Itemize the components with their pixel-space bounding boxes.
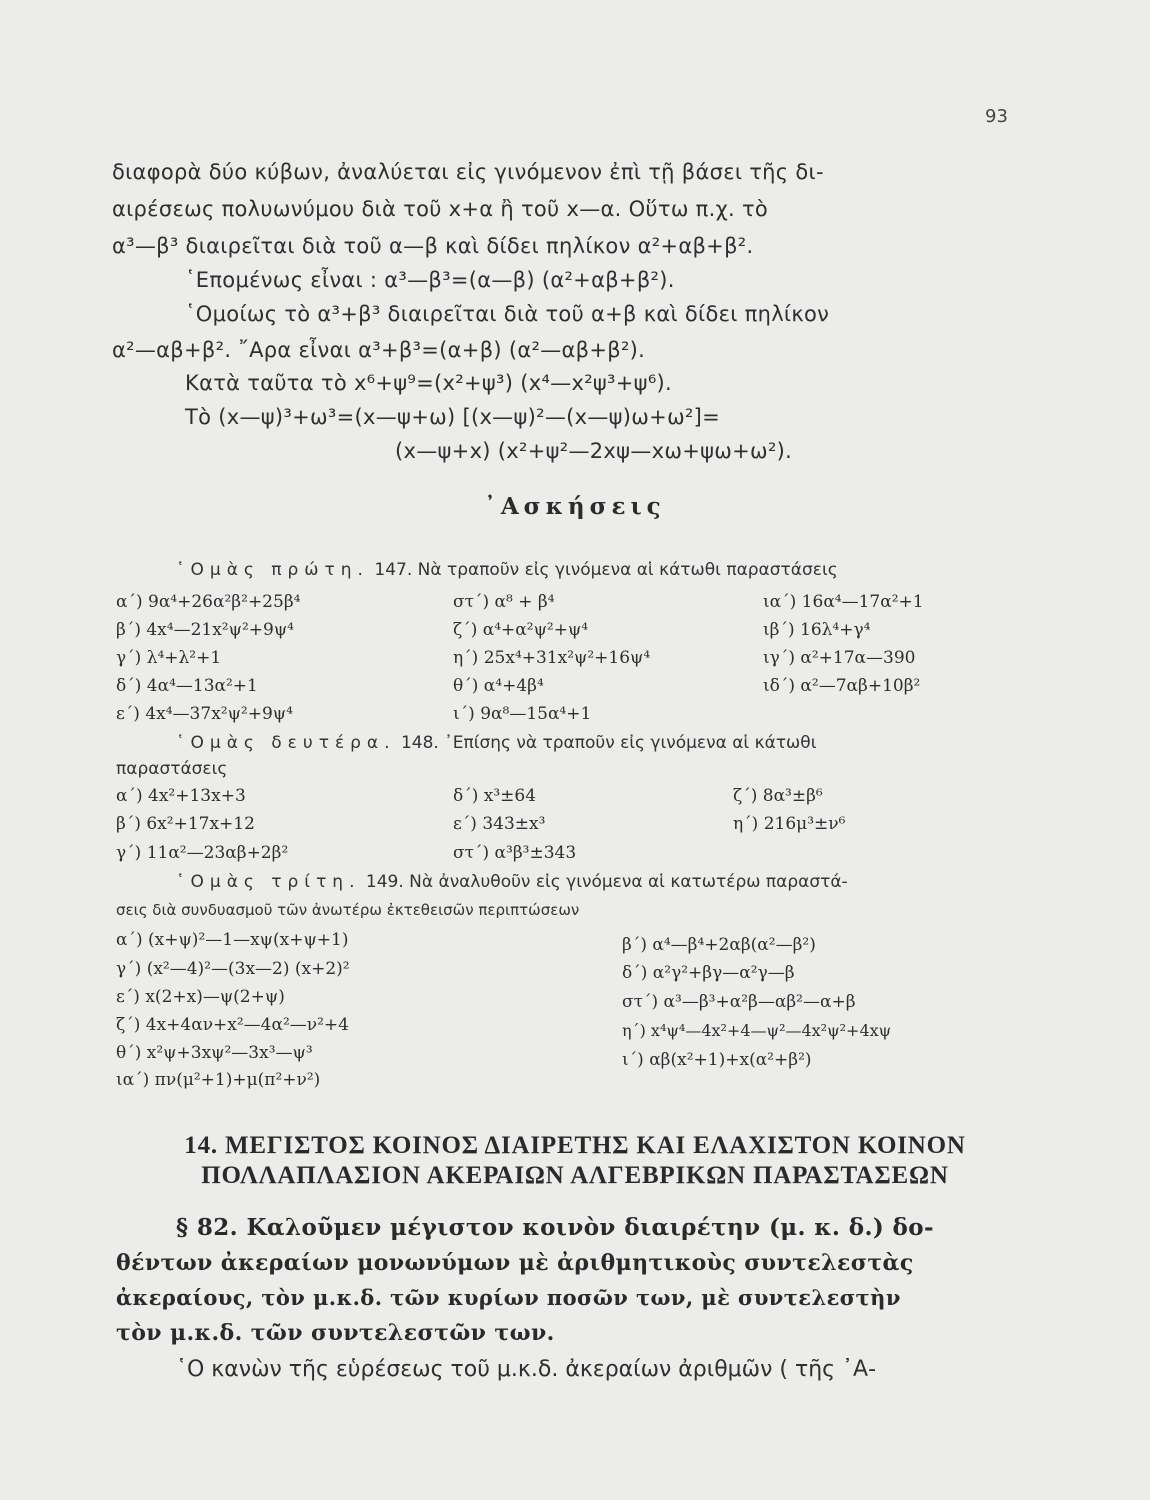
intro-line-6: α²—αβ+β². ῎Αρα εἶναι α³+β³=(α+β) (α²—αβ+β²). (112, 338, 646, 362)
g3-item-h: η΄) x⁴ψ⁴—4x²+4—ψ²—4x²ψ²+4xψ (622, 1021, 892, 1040)
g3-item-g: γ΄) (x²—4)²—(3x—2) (x+2)² (116, 959, 350, 979)
group2-label: ῾Ομὰς δευτέρα. (176, 733, 396, 753)
page-number: 93 (985, 106, 1008, 127)
group2-instruction-cont: παραστάσεις (116, 759, 228, 779)
intro-line-8: Τὸ (x—ψ)³+ω³=(x—ψ+ω) [(x—ψ)²—(x—ψ)ω+ω²]= (185, 405, 721, 429)
g3-item-ia: ια΄) πν(μ²+1)+μ(π²+ν²) (116, 1070, 321, 1090)
g1-item-ib: ιβ΄) 16λ⁴+γ⁴ (763, 620, 871, 640)
definition-line-4: τὸν μ.κ.δ. τῶν συντελεστῶν των. (116, 1320, 555, 1346)
group3-instruction: Νὰ ἀναλυθοῦν εἰς γινόμενα αἱ κατωτέρω παραστά- (409, 872, 848, 892)
g1-item-ia: ια΄) 16α⁴—17α²+1 (763, 592, 924, 612)
g2-item-e: ε΄) 343±x³ (453, 814, 546, 834)
group1-number: 147. (374, 560, 413, 580)
intro-line-9: (x—ψ+x) (x²+ψ²—2xψ—xω+ψω+ω²). (395, 439, 793, 463)
g3-item-d: δ΄) α²γ²+βγ—α²γ—β (622, 963, 795, 983)
intro-line-5: ῾Ομοίως τὸ α³+β³ διαιρεῖται διὰ τοῦ α+β καὶ δίδει πηλίκον (185, 302, 830, 326)
g3-item-i: ι΄) αβ(x²+1)+x(α²+β²) (622, 1050, 812, 1070)
g1-item-h: η΄) 25x⁴+31x²ψ²+16ψ⁴ (453, 648, 651, 668)
group2-instruction: ᾿Επίσης νὰ τραποῦν εἰς γινόμενα αἱ κάτωθι (444, 733, 817, 753)
intro-line-7: Κατὰ ταῦτα τὸ x⁶+ψ⁹=(x²+ψ³) (x⁴—x²ψ³+ψ⁶). (185, 371, 673, 395)
g2-item-d: δ΄) x³±64 (453, 786, 537, 806)
intro-line-4: ῾Επομένως εἶναι : α³—β³=(α—β) (α²+αβ+β²). (185, 268, 675, 292)
group3-label: ῾Ομὰς τρίτη. (176, 872, 361, 892)
group2-header (176, 733, 816, 753)
exercises-title: ᾿Ασκήσεις (484, 493, 666, 520)
g3-item-st: στ΄) α³—β³+α²β—αβ²—α+β (622, 992, 856, 1012)
section-heading-line-1: 14. ΜΕΓΙΣΤΟΣ ΚΟΙΝΟΣ ΔΙΑΙΡΕΤΗΣ ΚΑΙ ΕΛΑΧΙΣΤΟΝ ΚΟΙΝΟΝ (184, 1132, 966, 1159)
g1-item-b: β΄) 4x⁴—21x²ψ²+9ψ⁴ (116, 620, 294, 640)
g3-item-a: α΄) (x+ψ)²—1—xψ(x+ψ+1) (116, 930, 349, 950)
group3-number: 149. (365, 872, 404, 892)
group2-number: 148. (400, 733, 439, 753)
g1-item-d: δ΄) 4α⁴—13α²+1 (116, 676, 258, 696)
definition-line-2: θέντων ἀκεραίων μονωνύμων μὲ ἀριθμητικοὺς συντελεστὰς (116, 1250, 914, 1276)
group3-header (176, 872, 848, 892)
definition-line-3: ἀκεραίους, τὸν μ.κ.δ. τῶν κυρίων ποσῶν των, μὲ συντελεστὴν (116, 1285, 901, 1310)
g2-item-c: γ΄) 11α²—23αβ+2β² (116, 843, 289, 863)
rule-line: ῾Ο κανὼν τῆς εὑρέσεως τοῦ μ.κ.δ. ἀκεραίων ἀριθμῶν ( τῆς ᾿Α- (176, 1357, 877, 1382)
g2-item-a: α΄) 4x²+13x+3 (116, 786, 246, 806)
g3-item-th: θ΄) x²ψ+3xψ²—3x³—ψ³ (116, 1043, 313, 1063)
g1-item-a: α΄) 9α⁴+26α²β²+25β⁴ (116, 592, 301, 612)
g1-item-ig: ιγ΄) α²+17α—390 (763, 648, 916, 668)
g3-item-b: β΄) α⁴—β⁴+2αβ(α²—β²) (622, 935, 816, 955)
group1-label: ῾Ομὰς πρώτη. (176, 560, 369, 580)
g2-item-h: η΄) 216μ³±ν⁶ (733, 814, 846, 834)
g1-item-th: θ΄) α⁴+4β⁴ (453, 676, 544, 696)
intro-line-1: διαφορὰ δύο κύβων, ἀναλύεται εἰς γινόμενον ἐπὶ τῇ βάσει τῆς δι- (112, 160, 824, 184)
group1-instruction: Νὰ τραποῦν εἰς γινόμενα αἱ κάτωθι παραστάσεις (417, 560, 838, 580)
g2-item-z: ζ΄) 8α³±β⁶ (733, 786, 823, 806)
intro-line-3: α³—β³ διαιρεῖται διὰ τοῦ α—β καὶ δίδει πηλίκον α²+αβ+β². (112, 234, 754, 258)
group1-header (176, 560, 838, 580)
section-heading-line-2: ΠΟΛΛΑΠΛΑΣΙΟΝ ΑΚΕΡΑΙΩΝ ΑΛΓΕΒΡΙΚΩΝ ΠΑΡΑΣΤΑΣΕΩΝ (201, 1162, 949, 1189)
g1-item-e: ε΄) 4x⁴—37x²ψ²+9ψ⁴ (116, 704, 293, 724)
g3-item-z: ζ΄) 4x+4αν+x²—4α²—ν²+4 (116, 1015, 349, 1035)
g1-item-z: ζ΄) α⁴+α²ψ²+ψ⁴ (453, 620, 589, 640)
intro-line-2: αιρέσεως πολυωνύμου διὰ τοῦ x+α ἢ τοῦ x—α. Οὕτω π.χ. τὸ (112, 197, 769, 221)
definition-line-1: § 82. Καλοῦμεν μέγιστον κοινὸν διαιρέτην (μ. κ. δ.) δο- (176, 1214, 934, 1241)
g1-item-st: στ΄) α⁸ + β⁴ (453, 592, 555, 612)
g2-item-b: β΄) 6x²+17x+12 (116, 814, 255, 834)
g1-item-id: ιδ΄) α²—7αβ+10β² (763, 676, 921, 696)
g1-item-i: ι΄) 9α⁸—15α⁴+1 (453, 704, 592, 724)
g1-item-c: γ΄) λ⁴+λ²+1 (116, 648, 222, 668)
g2-item-st: στ΄) α³β³±343 (453, 843, 577, 863)
g3-item-e: ε΄) x(2+x)—ψ(2+ψ) (116, 987, 285, 1007)
group3-instruction-cont: σεις διὰ συνδυασμοῦ τῶν ἀνωτέρω ἐκτεθεισῶν περιπτώσεων (116, 901, 580, 919)
